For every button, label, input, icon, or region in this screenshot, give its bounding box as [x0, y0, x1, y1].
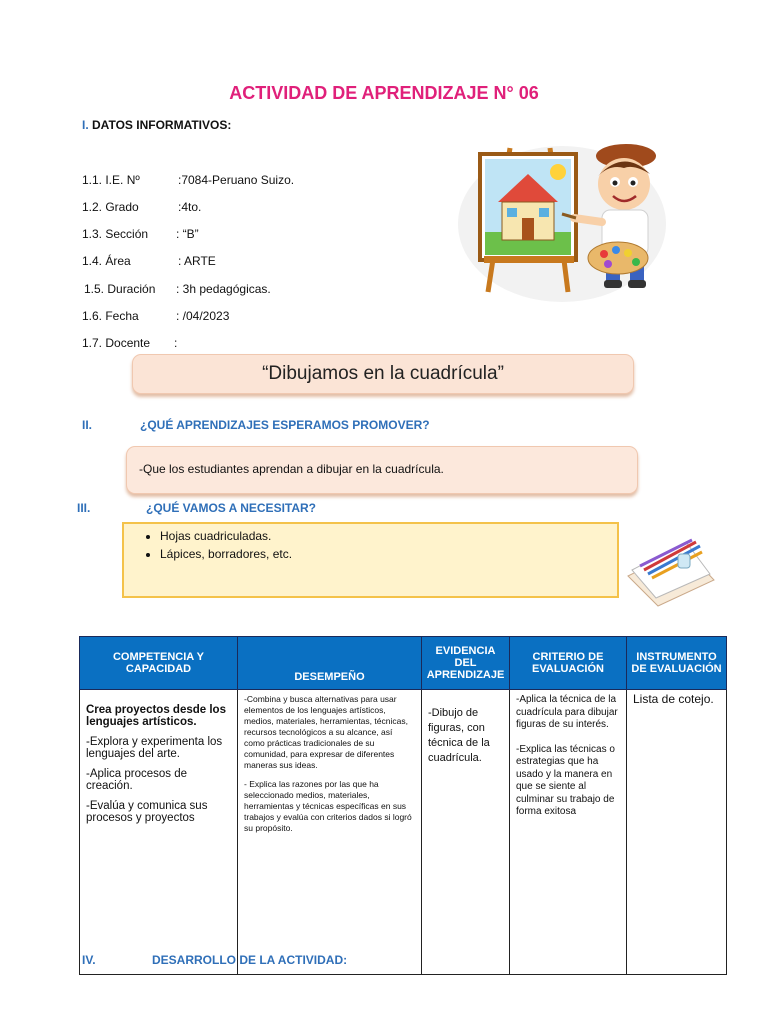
- section-3-number: III.: [77, 501, 91, 515]
- materials-box: [122, 522, 619, 598]
- material-item: • Hojas cuadriculadas.: [160, 529, 617, 543]
- evidencia-cell: [422, 690, 510, 975]
- section-4-number: IV.: [82, 953, 96, 967]
- area-value: : ARTE: [178, 254, 216, 268]
- paper-pencils-illustration: [622, 526, 718, 608]
- section-2-label: ¿QUÉ APRENDIZAJES ESPERAMOS PROMOVER?: [140, 418, 430, 432]
- header-competencia: COMPETENCIA Y CAPACIDAD: [80, 637, 238, 690]
- fecha-value: : /04/2023: [176, 309, 230, 323]
- evidencia-text: -Dibujo de figuras, con técnica de la cuadrícula.: [428, 707, 490, 764]
- competencia-text: Crea proyectos desde los lenguajes artísticos.: [86, 704, 226, 728]
- learning-goal-text: -Que los estudiantes aprendan a dibujar en la cuadrícula.: [139, 462, 444, 476]
- area-label: 1.4. Área: [82, 254, 131, 268]
- instrumento-text: Lista de cotejo.: [633, 692, 714, 706]
- section-1-heading: [82, 118, 231, 132]
- fecha-label: 1.6. Fecha: [82, 309, 139, 323]
- section-3-heading: [77, 501, 317, 515]
- capacidad-item: -Explora y experimenta los lenguajes del arte.: [86, 736, 223, 760]
- section-4-label: DESARROLLO DE LA ACTIVIDAD:: [152, 953, 348, 967]
- docente-value: :: [174, 336, 178, 350]
- criterio-item: -Aplica la técnica de la cuadrícula para dibujar figuras de su interés.: [516, 694, 618, 730]
- header-desempeno: DESEMPEÑO: [238, 637, 422, 690]
- criterio-cell: [510, 690, 627, 975]
- ie-value: :7084-Peruano Suizo.: [178, 173, 295, 187]
- section-3-label: ¿QUÉ VAMOS A NECESITAR?: [146, 501, 317, 515]
- desempeno-cell: [238, 690, 422, 975]
- section-1-number: I.: [82, 118, 89, 132]
- duracion-label: 1.5. Duración: [84, 282, 156, 296]
- planning-table: [79, 636, 727, 975]
- page-title: ACTIVIDAD DE APRENDIZAJE N° 06: [229, 83, 539, 103]
- ie-label: 1.1. I.E. Nº: [82, 173, 140, 187]
- section-4-heading: [82, 953, 348, 967]
- grado-label: 1.2. Grado: [82, 200, 139, 214]
- competencia-cell: [80, 690, 238, 975]
- header-criterio: CRITERIO DE EVALUACIÓN: [510, 637, 627, 690]
- section-2-heading: [82, 418, 430, 432]
- capacidad-item: -Evalúa y comunica sus procesos y proyectos: [86, 800, 208, 824]
- learning-goal-box: [126, 446, 638, 494]
- desempeno-item: - Explica las razones por las que ha seleccionado medios, materiales, herramientas y técnicas específicas en sus trabajos y evalúa con criterios dados si logró su propósito.: [244, 779, 412, 833]
- duracion-value: : 3h pedagógicas.: [176, 282, 271, 296]
- section-1-label: DATOS INFORMATIVOS:: [92, 118, 232, 132]
- desempeno-item: -Combina y busca alternativas para usar elementos de los lenguajes artísticos, medios, materiales, herramientas, técnicas, recursos tecnológicos a su alcance, así como prácticas tradicionales de su comunidad, para expresar de diferentes maneras sus ideas.: [244, 694, 408, 770]
- painter-illustration: [458, 140, 666, 302]
- seccion-label: 1.3. Sección: [82, 227, 149, 241]
- activity-title-banner: “Dibujamos en la cuadrícula”: [132, 354, 634, 394]
- grado-value: :4to.: [178, 200, 202, 214]
- material-item: • Lápices, borradores, etc.: [160, 547, 617, 561]
- docente-label: 1.7. Docente: [82, 336, 151, 350]
- section-2-number: II.: [82, 418, 93, 432]
- capacidad-item: -Aplica procesos de creación.: [86, 768, 187, 792]
- instrumento-cell: [627, 690, 727, 975]
- seccion-value: : “B”: [176, 227, 199, 241]
- criterio-item: -Explica las técnicas o estrategias que ha usado y la manera en que se siente al culminar su trabajo de forma exitosa: [516, 743, 615, 817]
- header-evidencia: EVIDENCIA DEL APRENDIZAJE: [422, 637, 510, 690]
- header-instrumento: INSTRUMENTO DE EVALUACIÓN: [627, 637, 727, 690]
